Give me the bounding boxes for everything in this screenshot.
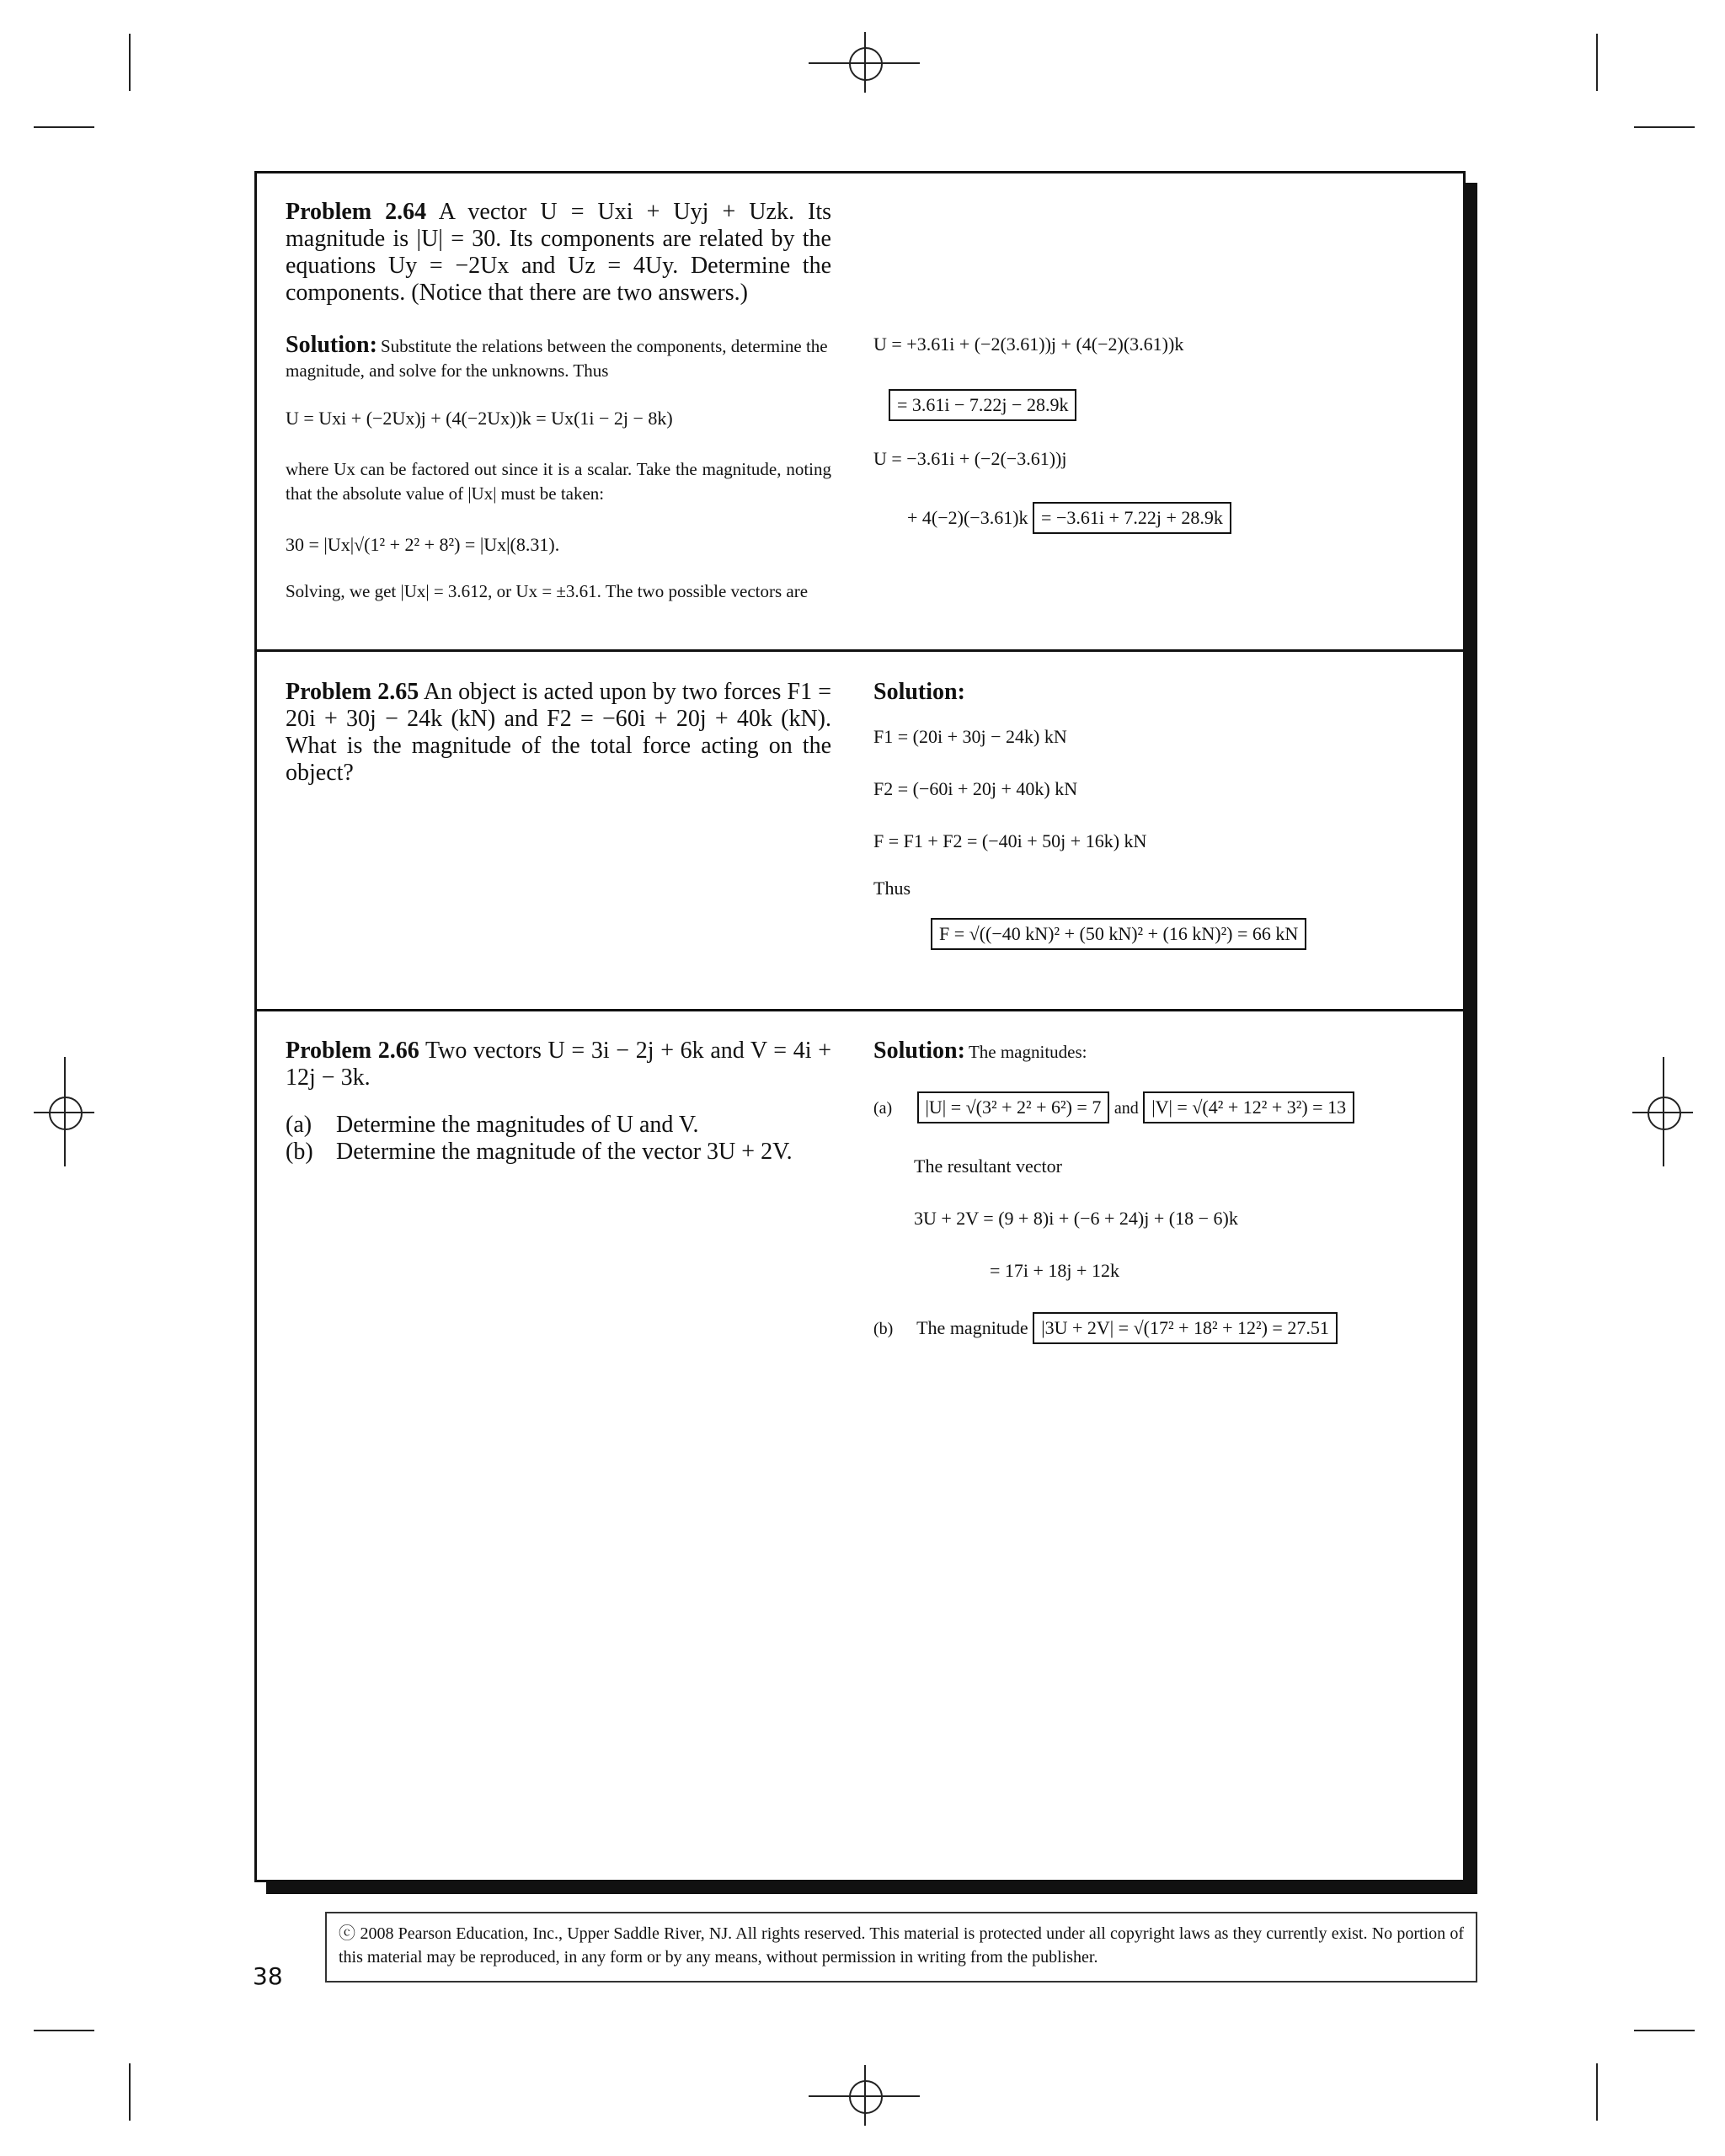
- solution-label: Solution:: [286, 332, 377, 358]
- solution-label: Solution:: [873, 1038, 965, 1064]
- part-label: (a): [873, 1099, 893, 1118]
- solution-label: Solution:: [873, 679, 965, 705]
- boxed-answer: [931, 918, 1306, 950]
- equation: [907, 502, 1231, 534]
- crop-mark-bottom-left-v: [129, 2063, 131, 2121]
- answer-box: |U| = √(3² + 2² + 6²) = 7: [917, 1091, 1110, 1123]
- equation: U = −3.61i + (−2(−3.61))j: [873, 448, 1067, 469]
- equation-row-b: [873, 1312, 1338, 1344]
- copyright-symbol: ⓒ: [339, 1924, 356, 1943]
- crop-mark-bottom-right-h: [1634, 2030, 1695, 2031]
- problem-statement: [286, 199, 831, 307]
- answer-box: = 3.61i − 7.22j − 28.9k: [889, 389, 1076, 421]
- solution-text: The resultant vector: [914, 1155, 1062, 1177]
- part-label: (a): [286, 1112, 312, 1138]
- problem-text: Two vectors U = 3i − 2j + 6k and V = 4i + 12j − 3k.: [286, 1038, 831, 1091]
- crop-mark-bottom-left-h: [34, 2030, 94, 2031]
- equation: U = Uxi + (−2Ux)j + (4(−2Ux))k = Ux(1i − 2j − 8k): [286, 408, 673, 429]
- equation: F2 = (−60i + 20j + 40k) kN: [873, 778, 1078, 799]
- connector-text: and: [1114, 1099, 1139, 1118]
- part-label: (b): [873, 1320, 894, 1338]
- crop-mark-bottom-right-v: [1596, 2063, 1598, 2121]
- solution-text: The magnitudes:: [968, 1042, 1087, 1062]
- equation: 30 = |Ux|√(1² + 2² + 8²) = |Ux|(8.31).: [286, 534, 560, 555]
- problem-statement: [286, 679, 831, 787]
- solution-text: Thus: [873, 878, 911, 899]
- part-text: Determine the magnitude of the vector 3U + 2V.: [336, 1139, 793, 1165]
- solution-text: The magnitude: [916, 1317, 1028, 1338]
- problem-title: Problem 2.66: [286, 1038, 419, 1064]
- page-number: 38: [253, 1962, 283, 1990]
- solution-text: Substitute the relations between the components, determine the magnitude, and solve for the unknowns. Thus: [286, 336, 828, 381]
- crop-mark-top-left-v: [129, 34, 131, 91]
- section-divider: [257, 1009, 1463, 1011]
- solution-text: where Ux can be factored out since it is a scalar. Take the magnitude, noting that the absolute value of |Ux| must be taken:: [286, 459, 831, 504]
- problem-part-a: [286, 1112, 793, 1139]
- equation: F = F1 + F2 = (−40i + 50j + 16k) kN: [873, 830, 1147, 851]
- equation-part: + 4(−2)(−3.61)k: [907, 507, 1028, 528]
- equation: F1 = (20i + 30j − 24k) kN: [873, 726, 1067, 747]
- problem-part-b: [286, 1139, 793, 1166]
- part-label: (b): [286, 1139, 313, 1165]
- crop-mark-top-right-v: [1596, 34, 1598, 91]
- problem-text: An object is acted upon by two forces F1 = 20i + 30j − 24k (kN) and F2 = −60i + 20j + 40k (kN). What is the magnitude of the total force acting on the object?: [286, 679, 831, 786]
- answer-box: = −3.61i + 7.22j + 28.9k: [1033, 502, 1231, 534]
- crop-mark-top-right-h: [1634, 126, 1695, 128]
- equation: 3U + 2V = (9 + 8)i + (−6 + 24)j + (18 − 6)k: [914, 1208, 1238, 1229]
- solution-intro: [286, 332, 831, 383]
- answer-box: |V| = √(4² + 12² + 3²) = 13: [1143, 1091, 1354, 1123]
- equation-row-a: [873, 1091, 1354, 1123]
- problem-title: Problem 2.65: [286, 679, 419, 705]
- solution-text: Solving, we get |Ux| = 3.612, or Ux = ±3.61. The two possible vectors are: [286, 581, 809, 601]
- answer-box: F = √((−40 kN)² + (50 kN)² + (16 kN)²) = 66 kN: [931, 918, 1306, 950]
- equation: U = +3.61i + (−2(3.61))j + (4(−2)(3.61))k: [873, 334, 1184, 355]
- section-divider: [257, 649, 1463, 652]
- boxed-answer: [889, 389, 1076, 421]
- equation: = 17i + 18j + 12k: [990, 1260, 1119, 1281]
- copyright-notice: [325, 1912, 1477, 1983]
- problem-title: Problem 2.64: [286, 199, 427, 225]
- problem-part-list: [286, 1112, 793, 1166]
- crop-mark-top-left-h: [34, 126, 94, 128]
- solutions-frame: [254, 171, 1466, 1882]
- solution-intro: [873, 1038, 1087, 1065]
- problem-statement: [286, 1038, 831, 1091]
- problem-text: A vector U = Uxi + Uyj + Uzk. Its magnitude is |U| = 30. Its components are related by the equations Uy = −2Ux and Uz = 4Uy. Determine the components. (Notice that there are two answers.): [286, 199, 831, 306]
- copyright-text: 2008 Pearson Education, Inc., Upper Saddle River, NJ. All rights reserved. This material is protected under all copyright laws as they currently exist. No portion of this material may be reproduced, in any form or by any means, without permission in writing from the publisher.: [339, 1924, 1465, 1967]
- answer-box: |3U + 2V| = √(17² + 18² + 12²) = 27.51: [1033, 1312, 1338, 1344]
- part-text: Determine the magnitudes of U and V.: [336, 1112, 699, 1138]
